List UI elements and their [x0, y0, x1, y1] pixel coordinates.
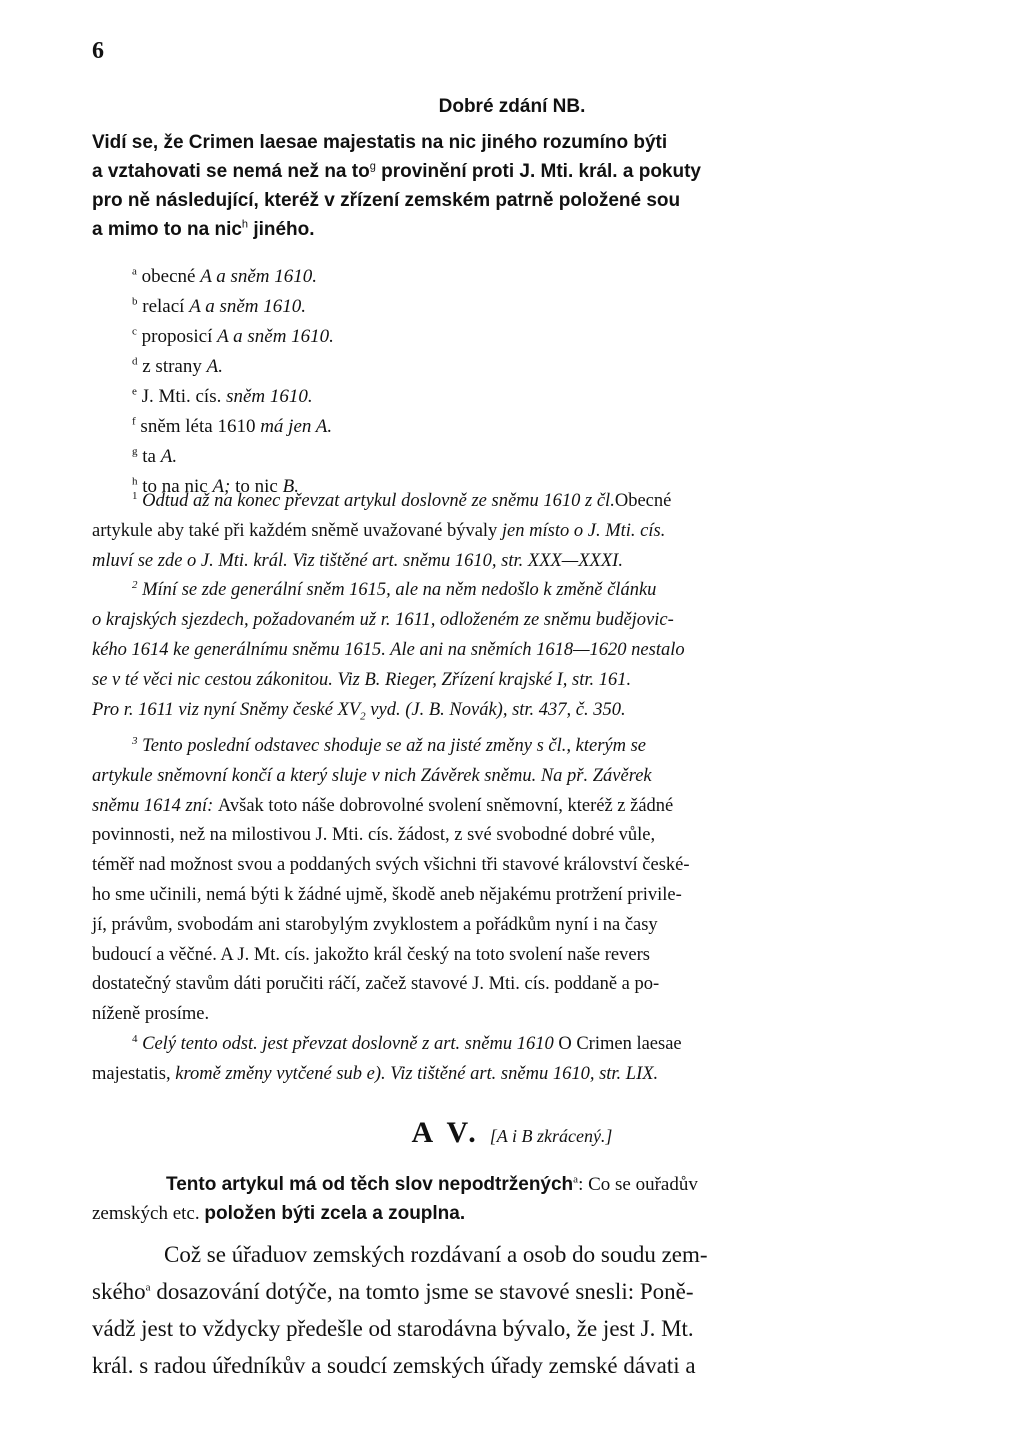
- article-subtitle: [A i B zkrácený.]: [489, 1126, 613, 1146]
- article-body: [92, 1236, 932, 1384]
- variant-item: $^h$ to na nic A; to nic B.: [132, 475, 299, 497]
- footnote-line: sněmu 1614 zní: Avšak toto náše dobrovolné svolení sněmovní, kteréž z žádné: [92, 795, 674, 816]
- variant-item: $^b$ relací A a sněm 1610.: [132, 295, 306, 317]
- opinion-line: a mimo to na nic$^h$ jiného.: [92, 218, 315, 240]
- article-heading: [0, 1116, 1024, 1150]
- body-line: Což se úřaduov zemských rozdávaní a osob do soudu zem-: [164, 1242, 708, 1267]
- footnote-line: téměř nad možnost svou a poddaných svých všichni tři stavové království české-: [92, 855, 690, 876]
- body-line: ského$^a$ dosazování dotýče, na tomto jsme se stavové snesli: Poně-: [92, 1279, 694, 1304]
- footnote-4: $^4$ Celý tento odst. jest převzat doslovně z art. sněmu 1610 O Crimen laesae: [132, 1032, 682, 1055]
- variant-item: $^c$ proposicí A a sněm 1610.: [132, 325, 334, 347]
- footnote-line: jí, právům, svobodám ani starobylým zvyklostem a pořádkům nyní i na časy: [92, 914, 658, 935]
- footnote-line: dostatečný stavům dáti poručiti ráčí, začež stavové J. Mti. cís. poddaně a po-: [92, 974, 660, 995]
- variant-item: $^d$ z strany A.: [132, 355, 223, 377]
- article-title: A V.: [411, 1116, 480, 1149]
- footnote-line: kého 1614 ke generálnímu sněmu 1615. Ale ani na sněmích 1618—1620 nestalo: [92, 639, 685, 660]
- footnote-line: mluví se zde o J. Mti. král. Viz tištěné art. sněmu 1610, str. XXX—XXXI.: [92, 550, 623, 571]
- article-summary: [92, 1168, 932, 1226]
- footnote-line: níženě prosíme.: [92, 1004, 210, 1025]
- body-line: vádž jest to vždycky předešle od starodávna bývalo, že jest J. Mt.: [92, 1316, 694, 1341]
- footnote-line: povinnosti, než na milostivou J. Mti. cís. žádost, z své svobodné dobré vůle,: [92, 825, 656, 846]
- opinion-paragraph: [92, 128, 932, 244]
- variant-list: [132, 262, 334, 502]
- variant-item: $^g$ ta A.: [132, 445, 178, 467]
- summary-line: Tento artykul má od těch slov nepodtržených$^a$: Co se ouřadův: [166, 1173, 698, 1195]
- footnote-line: Pro r. 1611 viz nyní Sněmy české $XV_2$ vyd. (J. B. Novák), str. 437, č. 350.: [92, 699, 626, 723]
- variant-marker: g: [369, 160, 376, 173]
- footnote-1: $^1$ Odtud až na konec převzat artykul doslovně ze sněmu 1610 z čl.Obecné: [132, 489, 672, 511]
- footnote-line: budoucí a věčné. A J. Mt. cís. jakožto král český na toto svolení naše revers: [92, 944, 650, 965]
- variant-marker: h: [241, 218, 249, 231]
- variant-item: $^a$ obecné A a sněm 1610.: [132, 265, 318, 287]
- footnote-line: ho sme učinili, nemá býti k žádné ujmě, škodě aneb nějakému protržení privile-: [92, 885, 682, 906]
- footnote-line: majestatis, kromě změny vytčené sub e). Viz tištěné art. sněmu 1610, str. LIX.: [92, 1063, 659, 1084]
- summary-line: zemských etc. položen býti zcela a zouplna.: [92, 1203, 466, 1224]
- footnote-line: o krajských sjezdech, požadovaném už r. 1611, odloženém ze sněmu budějovic-: [92, 610, 674, 631]
- opinion-line: Vidí se, že Crimen laesae majestatis na nic jiného rozumíno býti: [92, 132, 668, 153]
- footnote-line: artykule aby také při každém sněmě uvažované bývaly jen místo o J. Mti. cís.: [92, 520, 666, 541]
- footnote-line: artykule sněmovní končí a který sluje v nich Závěrek sněmu. Na př. Závěrek: [92, 765, 652, 786]
- variant-item: $^e$ J. Mti. cís. sněm 1610.: [132, 385, 313, 407]
- variant-item: $^f$ sněm léta 1610 má jen A.: [132, 415, 333, 437]
- footnotes: [92, 487, 932, 1090]
- footnote-3: $^3$ Tento poslední odstavec shoduje se až na jisté změny s čl., kterým se: [132, 734, 646, 757]
- opinion-line: pro ně následující, kteréž v zřízení zemském patrně položené sou: [92, 190, 681, 211]
- section-heading: Dobré zdání NB.: [438, 96, 586, 117]
- footnote-2: $^2$ Míní se zde generální sněm 1615, ale na něm nedošlo k změně článku: [132, 579, 657, 601]
- footnote-line: se v té věci nic cestou zákonitou. Viz B. Rieger, Zřízení krajské I, str. 161.: [92, 669, 632, 690]
- page-number: 6: [92, 38, 104, 64]
- body-line: král. s radou úředníkův a soudcí zemských úřady zemské dávati a: [92, 1353, 696, 1378]
- opinion-line: a vztahovati se nemá než na $to^g$ provinění proti J. Mti. král. a pokuty: [92, 160, 701, 182]
